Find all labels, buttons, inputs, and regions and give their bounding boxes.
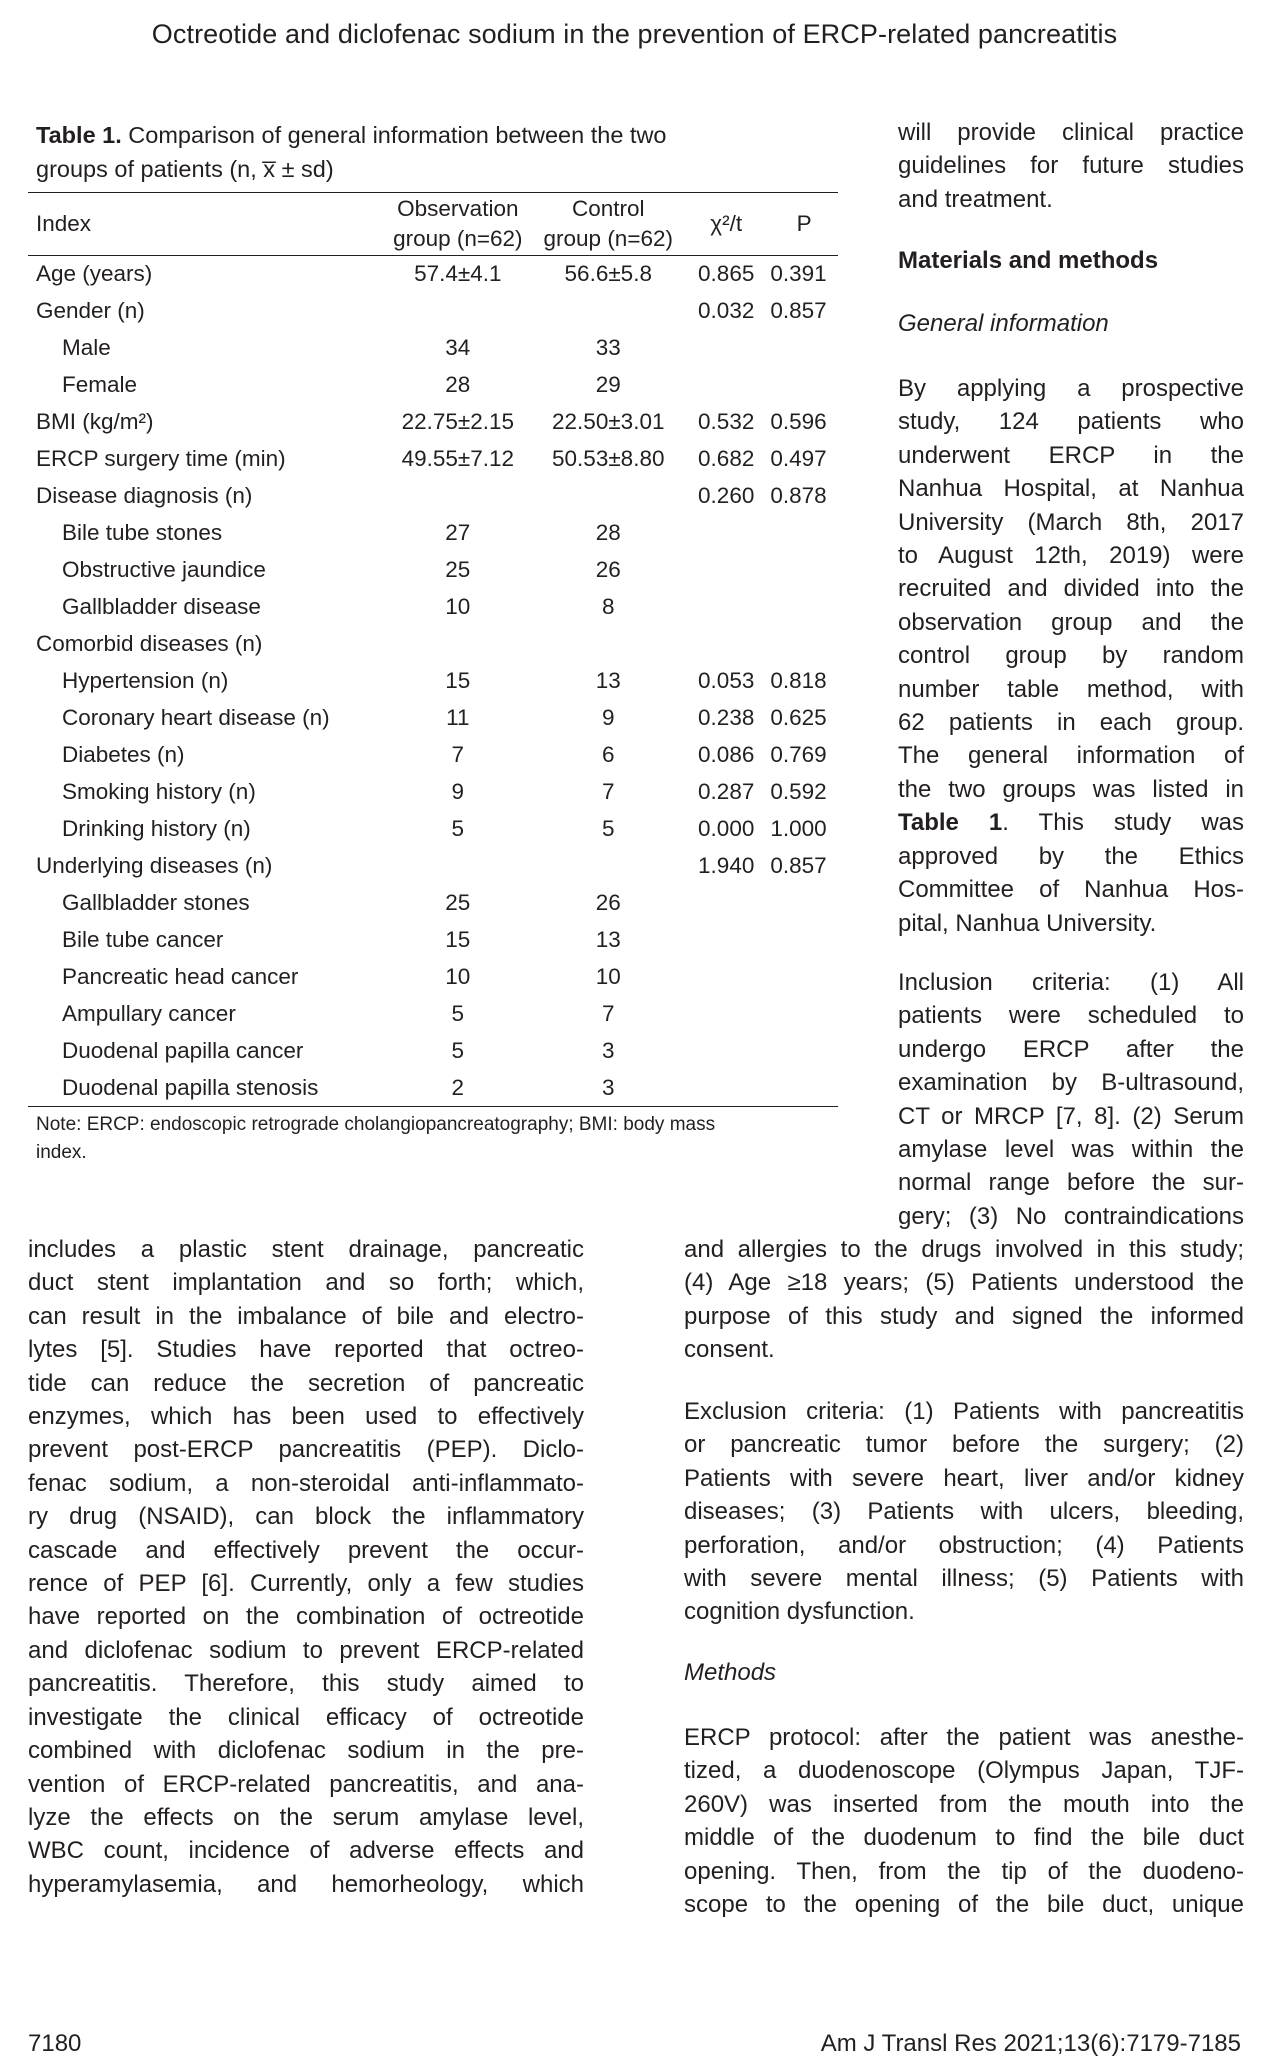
cell-p	[770, 626, 838, 663]
cell-control: 50.53±8.80	[552, 446, 665, 471]
row-label: Drinking history (n)	[62, 816, 251, 841]
text-line: approved by the Ethics	[898, 842, 1244, 870]
cell-p	[770, 330, 838, 367]
cell-p: 0.625	[770, 705, 827, 730]
text-line: Patients with severe heart, liver and/or kidney	[684, 1464, 1244, 1492]
text-line: control group by random	[898, 642, 1244, 670]
text-line: fenac sodium, a non-steroidal anti-inflammato-	[28, 1469, 584, 1497]
text-line: consent.	[684, 1336, 775, 1364]
row-label: Gender (n)	[36, 298, 145, 323]
table-caption	[36, 118, 838, 186]
column-header-control	[534, 193, 682, 256]
cell-observation: 2	[451, 1074, 465, 1100]
column-header-index: Index	[36, 211, 92, 236]
cell-statistic	[682, 885, 770, 922]
table-row	[28, 367, 838, 404]
cell-control: 7	[602, 779, 615, 804]
text-line: pital, Nanhua University.	[898, 909, 1157, 937]
table-row	[28, 256, 838, 293]
row-label: Gallbladder disease	[62, 594, 261, 619]
text-line: includes a plastic stent drainage, pancreatic	[28, 1236, 584, 1263]
row-label: ERCP surgery time (min)	[36, 446, 286, 471]
cell-p: 0.596	[770, 409, 827, 434]
cell-statistic: 0.238	[698, 705, 755, 730]
subsection-heading-methods: Methods	[684, 1659, 777, 1686]
table-reference: Table 1	[898, 809, 1003, 837]
cell-observation: 5	[451, 1001, 465, 1026]
cell-control: 13	[595, 668, 621, 693]
text-line: tide can reduce the secretion of pancreatic	[28, 1369, 584, 1397]
table-row	[28, 552, 838, 589]
cell-control: 9	[602, 705, 615, 730]
cell-control	[534, 478, 682, 515]
general-information-paragraph	[898, 372, 1244, 940]
cell-control: 3	[602, 1074, 615, 1100]
text-line: have reported on the combination of octreotide	[28, 1603, 584, 1631]
cell-statistic	[682, 996, 770, 1033]
cell-observation: 10	[445, 594, 471, 619]
cell-observation: 25	[445, 890, 471, 915]
table-row	[28, 404, 838, 441]
text-line: examination by B-ultrasound,	[898, 1069, 1244, 1097]
row-label: Diabetes (n)	[62, 742, 185, 767]
row-label: Coronary heart disease (n)	[62, 705, 330, 730]
row-label: Bile tube stones	[62, 520, 223, 545]
text-line: (4) Age ≥18 years; (5) Patients understood the	[684, 1269, 1244, 1297]
cell-control: 29	[595, 372, 621, 397]
text-fragment: . This study was	[1002, 809, 1244, 837]
cell-control: 56.6±5.8	[564, 261, 652, 287]
cell-statistic	[682, 589, 770, 626]
cell-observation	[381, 626, 534, 663]
text-line: Committee of Nanhua Hos-	[898, 876, 1244, 904]
text-line: guidelines for future studies	[898, 152, 1244, 180]
row-label: Ampullary cancer	[62, 1001, 236, 1026]
cell-statistic	[682, 1033, 770, 1070]
text-line: will provide clinical practice	[898, 119, 1244, 146]
cell-statistic	[682, 626, 770, 663]
text-line: opening. Then, from the tip of the duodeno-	[684, 1857, 1244, 1885]
table-row	[28, 589, 838, 626]
text-line: diseases; (3) Patients with ulcers, bleeding,	[684, 1498, 1244, 1526]
table-row	[28, 922, 838, 959]
cell-control: 28	[595, 520, 621, 545]
cell-statistic	[682, 552, 770, 589]
text-line: enzymes, which has been used to effectively	[28, 1403, 584, 1431]
row-label: Duodenal papilla cancer	[62, 1038, 304, 1063]
cell-control: 7	[602, 1001, 615, 1026]
text-line: 62 patients in each group.	[898, 709, 1244, 737]
text-line: Inclusion criteria: (1) All	[898, 969, 1244, 996]
table-note	[36, 1111, 826, 1167]
text-line: normal range before the sur-	[898, 1169, 1244, 1197]
row-label: Pancreatic head cancer	[62, 964, 299, 989]
cell-p	[770, 367, 838, 404]
cell-p: 0.857	[770, 298, 827, 323]
table-row	[28, 996, 838, 1033]
cell-observation: 9	[451, 779, 465, 804]
text-line: prevent post-ERCP pancreatitis (PEP). Diclo-	[28, 1436, 584, 1464]
column-header-observation	[381, 193, 534, 256]
text-line: vention of ERCP-related pancreatitis, and ana-	[28, 1770, 584, 1798]
text-line: hyperamylasemia, and hemorheology, which	[28, 1870, 584, 1898]
cell-observation	[381, 293, 534, 330]
cell-observation: 25	[445, 557, 471, 582]
cell-control: 22.50±3.01	[552, 409, 665, 434]
cell-statistic: 0.260	[698, 483, 755, 508]
introduction-paragraph	[28, 1233, 584, 1901]
ercp-protocol-paragraph	[684, 1721, 1244, 1921]
row-label: Gallbladder stones	[62, 890, 250, 915]
row-label: BMI (kg/m²)	[36, 409, 154, 434]
table-row	[28, 737, 838, 774]
text-line: rence of PEP [6]. Currently, only a few studies	[28, 1570, 584, 1598]
text-line	[898, 806, 1244, 839]
cell-p: 0.769	[770, 742, 827, 767]
row-label: Disease diagnosis (n)	[36, 483, 253, 508]
cell-control: 10	[595, 964, 621, 989]
table-note-line1: Note: ERCP: endoscopic retrograde cholangiopancreatography; BMI: body mass	[36, 1114, 716, 1135]
table-header-row	[28, 193, 838, 256]
text-line: By applying a prospective	[898, 375, 1244, 402]
row-label: Obstructive jaundice	[62, 557, 266, 582]
text-line: purpose of this study and signed the informed	[684, 1302, 1244, 1330]
text-line: The general information of	[898, 742, 1244, 770]
cell-control: 26	[595, 557, 621, 582]
cell-statistic: 0.532	[698, 409, 755, 434]
table-1	[28, 118, 838, 1167]
cell-statistic: 0.053	[698, 668, 755, 693]
table-row	[28, 626, 838, 663]
cell-control: 8	[602, 594, 615, 619]
cell-observation: 22.75±2.15	[401, 409, 515, 434]
table-row	[28, 663, 838, 700]
page-number: 7180	[28, 2030, 82, 2057]
cell-statistic: 0.086	[698, 742, 755, 767]
text-line: gery; (3) No contraindications	[898, 1202, 1244, 1230]
table-row	[28, 441, 838, 478]
text-line: amylase level was within the	[898, 1136, 1244, 1164]
table-row	[28, 959, 838, 996]
cell-control	[534, 626, 682, 663]
cell-p	[770, 922, 838, 959]
text-line: University (March 8th, 2017	[898, 508, 1244, 536]
text-line: scope to the opening of the bile duct, unique	[684, 1891, 1244, 1919]
table-row	[28, 774, 838, 811]
table-row	[28, 478, 838, 515]
text-line: number table method, with	[898, 675, 1244, 703]
row-label: Female	[62, 372, 138, 397]
table-row	[28, 1033, 838, 1070]
cell-p: 0.391	[770, 261, 827, 287]
column-header-control-line2: group (n=62)	[543, 226, 673, 251]
text-line: WBC count, incidence of adverse effects and	[28, 1837, 584, 1865]
text-line: study, 124 patients who	[898, 408, 1244, 436]
subsection-heading-general-information: General information	[898, 310, 1109, 337]
text-line: Nanhua Hospital, at Nanhua	[898, 475, 1244, 503]
table-row	[28, 330, 838, 367]
table-row	[28, 515, 838, 552]
text-line: pancreatitis. Therefore, this study aimed to	[28, 1670, 584, 1698]
cell-p	[770, 959, 838, 996]
cell-control: 13	[595, 927, 621, 952]
cell-observation: 11	[446, 705, 470, 730]
text-line: or pancreatic tumor before the surgery; (2)	[684, 1431, 1244, 1459]
row-label: Age (years)	[36, 261, 153, 287]
text-line: ry drug (NSAID), can block the inflammatory	[28, 1503, 584, 1531]
column-header-control-line1: Control	[571, 196, 645, 221]
text-line: recruited and divided into the	[898, 575, 1244, 603]
cell-observation: 5	[451, 816, 465, 841]
table-row	[28, 293, 838, 330]
cell-control	[534, 293, 682, 330]
text-line: underwent ERCP in the	[898, 441, 1244, 469]
cell-p	[770, 996, 838, 1033]
text-line: tized, a duodenoscope (Olympus Japan, TJF-	[684, 1757, 1244, 1785]
row-label: Hypertension (n)	[62, 668, 229, 693]
cell-observation: 28	[445, 372, 471, 397]
row-label: Comorbid diseases (n)	[36, 631, 263, 656]
cell-observation: 27	[445, 520, 471, 545]
cell-control: 5	[602, 816, 615, 841]
cell-p	[770, 885, 838, 922]
table-row	[28, 885, 838, 922]
cell-statistic: 0.865	[698, 261, 755, 287]
row-label: Male	[62, 335, 111, 360]
inclusion-criteria-paragraph-wide	[684, 1233, 1244, 1367]
cell-statistic	[682, 515, 770, 552]
section-heading-materials-methods: Materials and methods	[898, 247, 1159, 274]
exclusion-criteria-paragraph	[684, 1395, 1244, 1629]
table-row	[28, 700, 838, 737]
cell-control	[534, 848, 682, 885]
table-row	[28, 811, 838, 848]
row-label: Duodenal papilla stenosis	[62, 1074, 319, 1100]
cell-control: 26	[595, 890, 621, 915]
text-line: and diclofenac sodium to prevent ERCP-related	[28, 1636, 584, 1664]
cell-observation: 15	[445, 927, 471, 952]
cell-observation	[381, 478, 534, 515]
cell-observation	[381, 848, 534, 885]
cell-p: 0.592	[770, 779, 827, 804]
column-header-statistic: χ²/t	[710, 211, 743, 236]
cell-p	[770, 1070, 838, 1107]
cell-statistic	[682, 959, 770, 996]
text-line: undergo ERCP after the	[898, 1035, 1244, 1063]
cell-statistic	[682, 922, 770, 959]
text-line: 260V) was inserted from the mouth into the	[684, 1790, 1244, 1818]
cell-observation: 57.4±4.1	[414, 261, 502, 287]
table-note-line2: index.	[36, 1142, 87, 1163]
text-line: lyze the effects on the serum amylase level,	[28, 1803, 584, 1831]
journal-citation: Am J Transl Res 2021;13(6):7179-7185	[820, 2030, 1241, 2057]
cell-observation: 34	[445, 335, 471, 360]
text-line: cascade and effectively prevent the occur-	[28, 1536, 584, 1564]
text-line: Exclusion criteria: (1) Patients with pancreatitis	[684, 1398, 1244, 1425]
cell-statistic: 0.287	[698, 779, 755, 804]
text-line: and allergies to the drugs involved in this study;	[684, 1236, 1244, 1263]
column-header-p: P	[796, 211, 812, 236]
cell-control: 33	[595, 335, 621, 360]
column-header-observation-line2: group (n=62)	[393, 226, 523, 251]
text-line: middle of the duodenum to find the bile duct	[684, 1824, 1244, 1852]
text-line: investigate the clinical efficacy of octreotide	[28, 1703, 584, 1731]
cell-statistic: 0.000	[698, 816, 755, 841]
cell-p: 0.497	[770, 446, 827, 471]
row-label: Bile tube cancer	[62, 927, 224, 952]
text-line: to August 12th, 2019) were	[898, 542, 1244, 570]
running-title: Octreotide and diclofenac sodium in the prevention of ERCP-related pancreatitis	[151, 19, 1118, 49]
column-header-observation-line1: Observation	[397, 196, 519, 221]
cell-statistic: 0.682	[698, 446, 755, 471]
table-row	[28, 848, 838, 885]
table-caption-text-2: groups of patients (n, x̅ ± sd)	[36, 156, 334, 182]
text-line: perforation, and/or obstruction; (4) Patients	[684, 1531, 1244, 1559]
text-line: combined with diclofenac sodium in the pre-	[28, 1737, 584, 1765]
text-line: observation group and the	[898, 608, 1244, 636]
cell-statistic	[682, 1070, 770, 1107]
cell-p: 1.000	[770, 816, 827, 841]
text-line: patients were scheduled to	[898, 1002, 1244, 1030]
intro-continuation-paragraph	[898, 116, 1244, 216]
cell-p	[770, 552, 838, 589]
cell-p: 0.857	[770, 853, 827, 878]
table-caption-text: Comparison of general information between the two	[121, 122, 667, 148]
cell-p	[770, 515, 838, 552]
cell-statistic	[682, 330, 770, 367]
row-label: Smoking history (n)	[62, 779, 256, 804]
cell-observation: 49.55±7.12	[401, 446, 515, 471]
cell-p: 0.878	[770, 483, 827, 508]
row-label: Underlying diseases (n)	[36, 853, 273, 878]
text-line: cognition dysfunction.	[684, 1598, 915, 1626]
cell-p	[770, 589, 838, 626]
text-line: ERCP protocol: after the patient was anesthe-	[684, 1724, 1244, 1751]
table-caption-label: Table 1.	[36, 122, 122, 148]
cell-p	[770, 1033, 838, 1070]
text-line: can result in the imbalance of bile and electro-	[28, 1302, 584, 1330]
text-line: lytes [5]. Studies have reported that octreo-	[28, 1336, 584, 1364]
cell-observation: 10	[445, 964, 471, 989]
inclusion-criteria-paragraph-narrow	[898, 966, 1244, 1233]
table-row	[28, 1070, 838, 1107]
cell-statistic: 0.032	[698, 298, 755, 323]
text-line: and treatment.	[898, 185, 1053, 213]
text-line: with severe mental illness; (5) Patients with	[684, 1565, 1244, 1593]
text-line: CT or MRCP [7, 8]. (2) Serum	[898, 1102, 1244, 1130]
cell-p: 0.818	[770, 668, 827, 693]
text-line: duct stent implantation and so forth; which,	[28, 1269, 584, 1297]
text-line: the two groups was listed in	[898, 775, 1244, 803]
cell-control: 3	[602, 1038, 615, 1063]
cell-observation: 7	[451, 742, 465, 767]
cell-control: 6	[602, 742, 615, 767]
cell-statistic: 1.940	[698, 853, 755, 878]
cell-observation: 15	[445, 668, 471, 693]
cell-observation: 5	[451, 1038, 465, 1063]
cell-statistic	[682, 367, 770, 404]
data-table	[28, 192, 838, 1107]
